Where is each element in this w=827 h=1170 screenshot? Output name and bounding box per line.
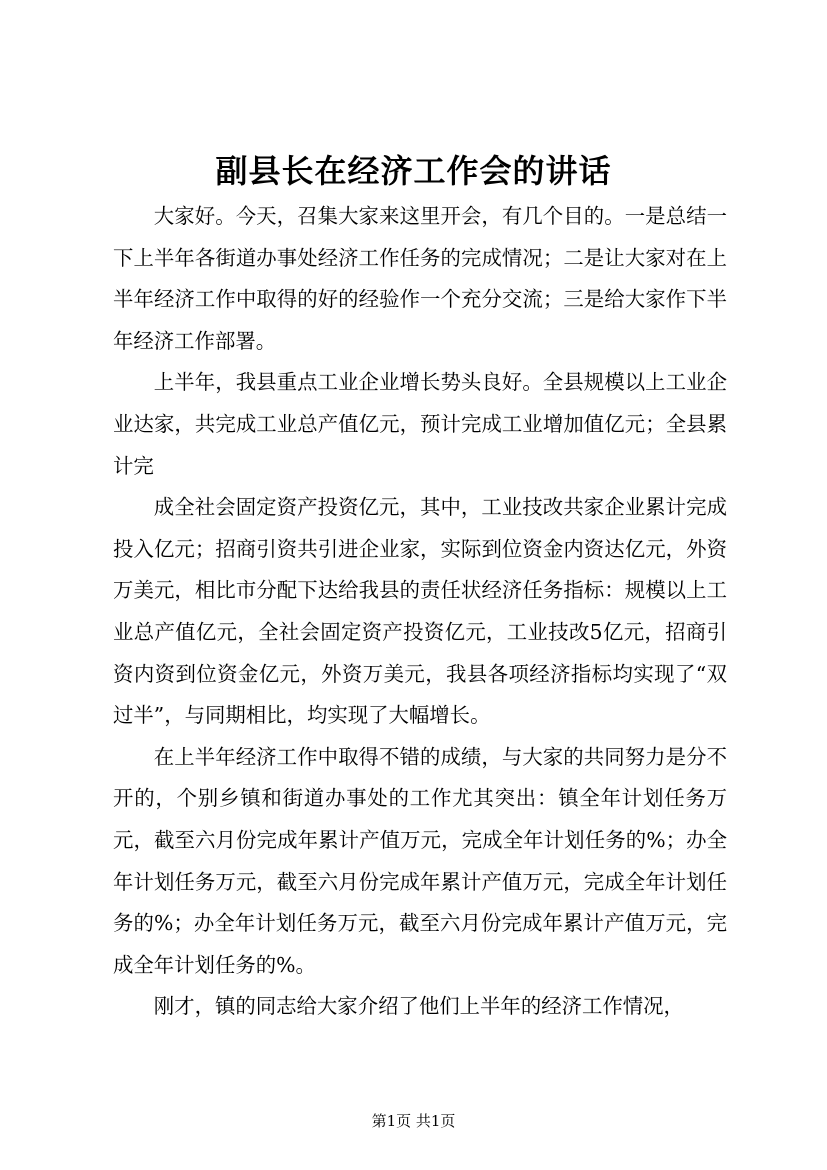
document-body bbox=[113, 196, 727, 1028]
paragraph: 刚才，镇的同志给大家介绍了他们上半年的经济工作情况， bbox=[153, 994, 684, 1019]
paragraph: 在上半年经济工作中取得不错的成绩，与大家的共同努力是分不开的，个别乡镇和街道办事处的工作尤其突出：镇全年计划任务万元，截至六月份完成年累计产值万元，完成全年计划任务的%；办全年计划任务万元，截至六月份完成年累计产值万元，完成全年计划任务的%；办全年计划任务万元，截至六月份完成年累计产值万元，完成全年计划任务的%。 bbox=[113, 744, 727, 977]
paragraph: 大家好。今天，召集大家来这里开会，有几个目的。一是总结一下上半年各街道办事处经济工作任务的完成情况；二是让大家对在上半年经济工作中取得的好的经验作一个充分交流；三是给大家作下半年经济工作部署。 bbox=[113, 204, 727, 353]
paragraph: 上半年，我县重点工业企业增长势头良好。全县规模以上工业企业达家，共完成工业总产值亿元，预计完成工业增加值亿元；全县累计完 bbox=[113, 370, 727, 478]
page-footer: 第1页 共1页 bbox=[371, 1112, 456, 1130]
document-title: 副县长在经济工作会的讲话 bbox=[215, 152, 612, 190]
paragraph: 成全社会固定资产投资亿元，其中，工业技改共家企业累计完成投入亿元；招商引资共引进企业家，实际到位资金内资达亿元，外资万美元，相比市分配下达给我县的责任状经济任务指标：规模以上工业总产值亿元，全社会固定资产投资亿元，工业技改5亿元，招商引资内资到位资金亿元，外资万美元，我县各项经济指标均实现了“双过半”，与同期相比，均实现了大幅增长。 bbox=[113, 495, 727, 728]
